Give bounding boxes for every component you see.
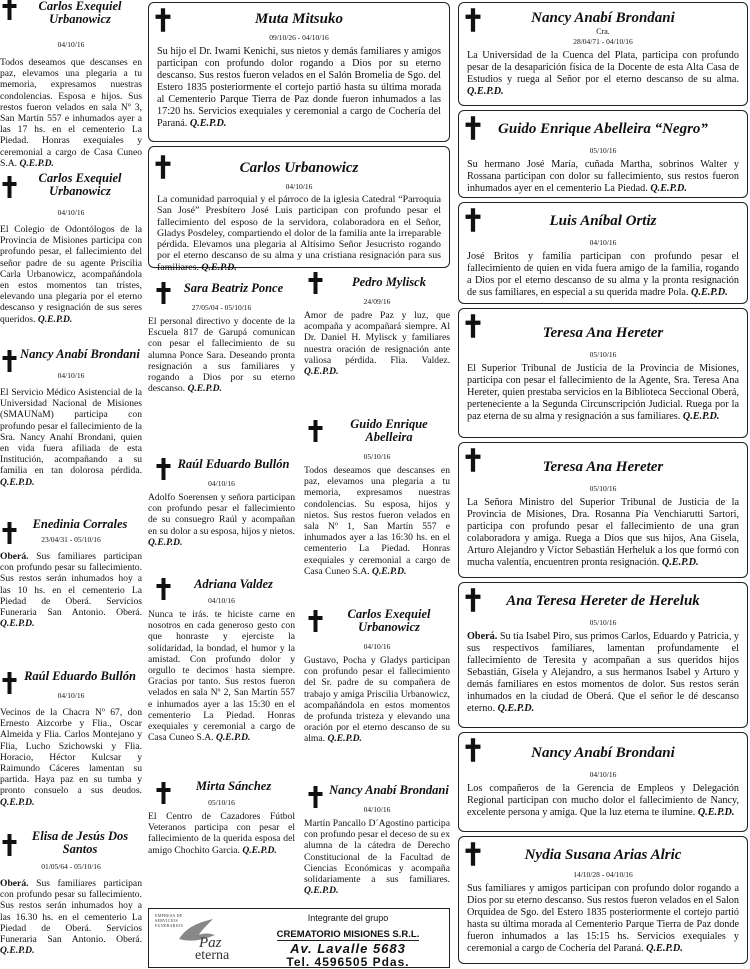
cross-icon [308, 610, 323, 632]
deceased-name: Mirta Sánchez [195, 779, 272, 793]
deceased-name: Carlos Exequiel Urbanowicz [38, 0, 122, 26]
notice-text: Amor de padre Paz y luz, que acompaña y acompañará siempre. Al Dr. Daniel H. Mylisck y familiares nuestra oración de resignación ante valiosa pérdida. Flia. Valdez. [304, 310, 450, 366]
deceased-name: Teresa Ana Hereter [542, 459, 664, 475]
cross-icon [156, 782, 171, 804]
deceased-name: Pedro Mylisck [352, 275, 426, 289]
notice-ml-1 [148, 272, 295, 394]
notice-date: 28/04/71 - 04/10/16 [573, 37, 633, 46]
cross-icon [156, 578, 171, 600]
notice-right-7 [458, 732, 748, 832]
cross-icon [2, 350, 17, 372]
cross-icon [465, 448, 481, 472]
notice-right-8 [458, 836, 748, 964]
place-lead: Oberá. [0, 551, 29, 562]
cross-icon [2, 0, 17, 20]
cross-icon [465, 8, 481, 32]
qepd-label: Q.E.P.D. [691, 287, 728, 298]
notice-ml-2 [148, 452, 295, 548]
deceased-name: Carlos Exequiel Urbanowicz [347, 607, 431, 634]
qepd-label: Q.E.P.D. [497, 703, 535, 714]
notice-date: 05/10/16 [589, 146, 617, 155]
deceased-name: Sara Beatriz Ponce [183, 281, 284, 295]
qepd-label: Q.E.P.D. [467, 86, 504, 97]
cross-icon [156, 282, 171, 304]
notice-date: 24/09/16 [363, 297, 391, 306]
notice-date: 05/10/16 [589, 484, 617, 493]
cross-icon [465, 842, 481, 866]
notice-left-1 [0, 0, 142, 169]
ad-line-1: Integrante del grupo [307, 913, 389, 923]
notice-date: 01/05/64 - 05/10/16 [41, 862, 101, 871]
notice-ml-4 [148, 774, 295, 856]
notice-text: La comunidad parroquial y el párroco de la iglesia Catedral “Parroquia San José” Presbítero José Luis participan con profundo pesar el fallecimiento del esposo de la servidora, colaboradora en el Señor, Gladys Posdeley, compartiendo el dolor de la familia ante la irreparable pérdida. Elevamos una plegaria al Altísimo Señor Jesucristo rogando por el eterno descanso de su alma y una cristiana resignación para sus familiares. [157, 194, 441, 273]
qepd-label: Q.E.P.D. [327, 733, 362, 745]
qepd-label: Q.E.P.D. [682, 411, 720, 422]
deceased-name: Nancy Anabí Brondani [329, 783, 449, 797]
notice-left-3 [0, 348, 142, 488]
deceased-name: Nydia Susana Arias Alric [524, 847, 682, 863]
deceased-name: Nancy Anabí Brondani [531, 10, 675, 26]
qepd-label: Q.E.P.D. [201, 261, 237, 273]
place-lead: Oberá. [467, 631, 498, 642]
notice-text: Su hijo el Dr. Iwami Kenichi, sus nietos y demás familiares y amigos participan con profundo dolor rogando a Dios por su eterno descanso. Sus restos fueron velados en el Salón Bromelia de Sgo. del Estero 1835 posteriormente el cortejo partió hasta su última morada al Cementerio Parque Tierra de Paz donde fueron inhumados a las 17:20 hs. Servicios exequiales y ceremonial a cargo de Cochería del Paraná. [157, 46, 441, 129]
notice-date: 04/10/16 [363, 805, 391, 814]
cross-icon [465, 116, 481, 140]
deceased-name: Adriana Valdez [194, 577, 273, 591]
notice-date: 05/10/16 [589, 618, 617, 627]
cross-icon [465, 208, 481, 232]
deceased-name: Guido Enrique Abelleira [350, 417, 428, 444]
notice-text: Sus familiares participan con profundo pesar su fallecimiento. Sus restos serán inhumados hoy a las 16.30 hs. en el cementerio La Piedad de Oberá. Servicios Funeraria San Antonio. Oberá. [0, 878, 142, 946]
notice-text: El Servicio Médico Asistencial de la Universidad Nacional de Misiones (SMAUNaM) participa con profundo pesar el fallecimiento de la Sra. Nancy Anahí Brondani, quien en vida fuera afiliada de esta Institución, acompañando a su familia en tan dolorosa pérdida. [0, 387, 142, 477]
cross-icon [155, 155, 171, 179]
notice-text: Todos deseamos que descanses en paz, elevamos una plegaria a tu memoria, expresamos nuestras condolencias. Su esposa, hijos y nietos. Sus restos fueron velados en sala Nº 1, San Martín 557 e inhumados ayer a las 16:30 hs. en el cementerio La Piedad. Honras exequiales y ceremonial a cargo de Casa Cuneo S.A. [304, 465, 450, 577]
qepd-label: Q.E.P.D. [697, 807, 735, 818]
notice-right-2 [458, 110, 748, 198]
cross-icon [2, 834, 17, 856]
deceased-name: Carlos Urbanowicz [239, 160, 359, 176]
notice-text: Sus familiares participan con profundo pesar su fallecimiento. Sus restos serán inhumados hoy a las 10 hs. en el cementerio La Piedad de Oberá. Servicios Funeraria San Antonio. Oberá. [0, 551, 142, 619]
qepd-label: Q.E.P.D. [0, 618, 35, 630]
qepd-label: Q.E.P.D. [242, 844, 277, 856]
notice-text: Los compañeros de la Gerencia de Empleos y Delegación Regional participan con mucho dolor el fallecimiento de Nancy, excelente persona y amiga. Que la luz eterna te ilumine. [467, 783, 739, 818]
notice-ml-3 [148, 572, 295, 743]
cross-icon [308, 420, 323, 442]
deceased-name: Luis Aníbal Ortiz [549, 213, 657, 229]
notice-date: 04/10/16 [57, 40, 85, 49]
deceased-name: Ana Teresa Hereter de Hereluk [506, 593, 700, 609]
qepd-label: Q.E.P.D. [0, 945, 35, 957]
qepd-label: Q.E.P.D. [0, 796, 35, 808]
notice-left-4 [0, 518, 142, 629]
notice-left-2 [0, 172, 142, 325]
notice-date: 05/10/16 [589, 350, 617, 359]
notice-middle-2 [148, 146, 450, 273]
notice-text: La Universidad de la Cuenca del Plata, participa con profundo pesar de la desaparición física de la Docente de esta Alta Casa de Estudios y ruega al Señor por el eterno descanso de su alma. [467, 50, 739, 85]
cross-icon [465, 738, 481, 762]
qepd-label: Q.E.P.D. [304, 366, 339, 378]
qepd-label: Q.E.P.D. [650, 183, 687, 194]
notice-right-6 [458, 582, 748, 728]
notice-text: Sus familiares y amigos participan con profundo dolor rogando a Dios por su eterno descanso. Sus restos fueron velados en el Salon Orquídea de Sgo. del Estero 1835 posteriormente el cortejo partió hasta su última morada al Cementerio Parque Tierra de Paz donde fueron inhumados a las 15:15 hs. Servicios exequiales y ceremonial a cargo de Cochería del Paraná. [467, 883, 739, 954]
notice-text: El personal directivo y docente de la Escuela 817 de Garupá comunican con pesar el fallecimiento de su alumna Ponce Sara. Deseando pronta resignación a sus familiares y rogando a Dios por su eterno descanso. [148, 316, 295, 395]
notice-date: 04/10/16 [208, 596, 235, 605]
deceased-name: Carlos Exequiel Urbanowicz [38, 171, 122, 198]
logo-word-2: eterna [195, 948, 230, 963]
notice-date: 04/10/16 [589, 770, 617, 779]
notice-date: 04/10/16 [57, 208, 85, 217]
cross-icon [156, 458, 171, 480]
qepd-label: Q.E.P.D. [304, 885, 339, 897]
notice-text: Todos deseamos que descanses en paz, elevamos una plegaria a tu memoria, expresamos nuestras condolencias. Esposa e hijos. Sus restos fueron velados en sala Nº 3, San Martín 557 e inhumados ayer a las 17 hs. en el cementerio La Piedad. Honras exequiales y ceremonial a cargo de Casa Cuneo S.A. [0, 57, 142, 169]
cross-icon [2, 672, 17, 694]
notice-text: Su hermano José María, cuñada Martha, sobrinos Walter y Rossana participan con dolor su fallecimiento, sus restos fueron inhumados ayer en el cementerio La Piedad. [467, 159, 739, 194]
notice-text: Nunca te irás. te hiciste carne en nosotros en cada generoso gesto con que honraste y ejerciste la solidaridad, la bondad, el humor y la amistad. Con profundo dolor y orgullo te decimos hasta siempre. Gracias por tanto. Sus restos fueron velados en sala Nº 2, San Martín 557 e inhumados ayer a las 15:30 en el cementerio La Piedad. Honras exequiales y ceremonial a cargo de Casa Cuneo S.A. [148, 609, 295, 744]
cross-icon [155, 8, 171, 32]
notice-text: Su tía Isabel Piro, sus primos Carlos, Eduardo y Patricia, y sus respectivos familiares, lamentan profundamente el fallecimiento de Teresita y acompañan a sus queridos hijos Sebastián, Gisela y Alejandro, a sus hermanos Isabel y Arturo y demás familiares en estos momentos de dolor. Sus restos serán inhumados en la ciudad de Oberá. Que el señor le dé descanso eterno. [467, 631, 740, 714]
deceased-name: Muta Mitsuko [255, 11, 343, 27]
qepd-label: Q.E.P.D. [0, 476, 35, 488]
notice-middle-1 [148, 2, 450, 142]
notice-mr-2 [304, 414, 450, 577]
qepd-label: Q.E.P.D. [189, 118, 227, 129]
deceased-name: Raúl Eduardo Bullón [24, 669, 136, 683]
notice-mr-1 [304, 272, 450, 377]
ad-line-3: Av. Lavalle 5683 [290, 941, 406, 956]
notice-date: 09/10/26 - 04/10/16 [269, 33, 329, 42]
ad-line-4: Tel. 4596505 Pdas. [286, 955, 410, 969]
qepd-label: Q.E.P.D. [646, 943, 683, 954]
funeral-home-ad [148, 908, 450, 968]
qepd-label: Q.E.P.D. [371, 565, 407, 577]
paz-eterna-logo [155, 913, 247, 963]
qepd-label: Q.E.P.D. [148, 536, 183, 548]
notice-date: 23/04/31 - 05/10/16 [41, 535, 101, 544]
ad-line-2: CREMATORIO MISIONES S.R.L. [276, 929, 420, 940]
deceased-name: Nancy Anabí Brondani [20, 347, 140, 361]
notice-text: El Centro de Cazadores Fútbol Veteranos participa con pesar el fallecimiento de la querida esposa del amigo Chochito Garcia. [148, 811, 295, 856]
qepd-label: Q.E.P.D. [661, 557, 699, 568]
logo-word-1: Paz [199, 935, 222, 951]
place-lead: Oberá. [0, 878, 29, 889]
notice-date: 04/10/16 [208, 479, 235, 488]
logo-top-text: EMPRESA DE SERVICIOS FUNERARIOS [155, 913, 184, 928]
notice-text: El Superior Tribunal de Justicia de la Provincia de Misiones, participa con pesar el fallecimiento de la Agente, Sra. Teresa Ana Hereter, quien prestaba servicios en la Biblioteca Seccional Oberá, perteneciente a la Segunda Circunscripción Judicial. Ruega por la paz eterna de su alma y resignación a sus familiares. [467, 363, 739, 422]
notice-text: José Britos y familia participan con profundo pesar el fallecimiento de quien en vida fuera amigo de la familia, rogando a Dios por el eterno descanso de su alma y la pronta resignación de sus familiares, en especial a su querida madre Pola. [467, 251, 739, 298]
notice-date: 04/10/16 [363, 642, 391, 651]
notice-left-5 [0, 670, 142, 808]
notice-text: El Colegio de Odontólogos de la Provincia de Misiones participa con profundo pesar, el fallecimiento del señor padre de su agente Priscilia Carla Urbanowicz, acompañándola en estos momentos tan tristes, elevando una plegaria por el eterno descanso y resignación de sus seres queridos. [0, 224, 142, 325]
notice-text: La Señora Ministro del Superior Tribunal de Justicia de la Provincia de Misiones, Dra. Rosanna Pía Venchiarutti Sartori, participa con profundo pesar el fallecimiento de una gran colaboradora y amiga. Ruega a Dios que sus hijos, Ana Gisela, Arturo Alejandro y Víctor Sebastián Herheluk a los que formó con mucha valentía, encuentren pronta resignación. [467, 497, 739, 568]
cross-icon [465, 588, 481, 612]
notice-date: 04/10/16 [57, 691, 85, 700]
deceased-name: Elisa de Jesús Dos Santos [31, 829, 129, 856]
deceased-name: Teresa Ana Hereter [542, 325, 664, 341]
qepd-label: Q.E.P.D. [37, 313, 73, 325]
deceased-name: Guido Enrique Abelleira “Negro” [498, 121, 708, 137]
deceased-name: Nancy Anabí Brondani [531, 745, 675, 761]
cross-icon [308, 272, 323, 294]
notice-text: Adolfo Soerensen y señora participan con profundo pesar el fallecimiento de su consuegro Raúl y acompañan en su dolor a su esposa, hijos y nietos. [148, 492, 295, 537]
qepd-label: Q.E.P.D. [19, 157, 54, 169]
notice-right-1 [458, 2, 748, 106]
notice-date: 05/10/16 [208, 798, 235, 807]
notice-right-3 [458, 202, 748, 304]
notice-right-5 [458, 442, 748, 578]
notice-text: Gustavo, Pocha y Gladys participan con profundo pesar el fallecimiento del Sr. padre de su compañera de trabajo y amiga Priscilia Urbanowicz, acompañándola en estos momentos de profunda tristeza y elevando una oración por el eterno descanso de su alma. [304, 655, 450, 745]
notice-text: Vecinos de la Chacra Nº 67, don Ernesto Aizcorbe y Flia., Oscar Almeida y Flia. Carlos Montejano y Flia, Lucho Szichowski y Flia. Horacio, Héctor Kulcsar y Raimundo Cáceres lamentan su partida. Haya paz en su tumba y pronto consuelo a sus deudos. [0, 707, 142, 797]
notice-text: Martín Pancallo D´Agostino participa con profundo pesar el deceso de su ex alumna de la cátedra de Derecho Constitucional de la Facultad de Ciencias Económicas y acompaña solidariamente a sus familiares. [304, 818, 450, 886]
notice-date: 05/10/16 [363, 452, 391, 461]
notice-date: 14/10/28 - 04/10/16 [573, 870, 633, 879]
notice-date: 04/10/16 [589, 238, 617, 247]
cross-icon [465, 314, 481, 338]
notice-left-6 [0, 830, 142, 956]
deceased-name: Raúl Eduardo Bullón [177, 457, 290, 471]
cross-icon [2, 176, 17, 198]
deceased-name: Enedinia Corrales [32, 517, 128, 531]
notice-mr-3 [304, 606, 450, 745]
qepd-label: Q.E.P.D. [215, 732, 251, 744]
notice-right-4 [458, 308, 748, 438]
qepd-label: Q.E.P.D. [187, 383, 222, 395]
title-prefix: Cra. [596, 27, 610, 36]
cross-icon [308, 786, 323, 808]
notice-mr-4 [304, 782, 450, 896]
notice-date: 04/10/16 [285, 182, 313, 191]
notice-date: 27/05/04 - 05/10/16 [191, 303, 252, 312]
notice-date: 04/10/16 [57, 371, 85, 380]
cross-icon [2, 522, 17, 544]
